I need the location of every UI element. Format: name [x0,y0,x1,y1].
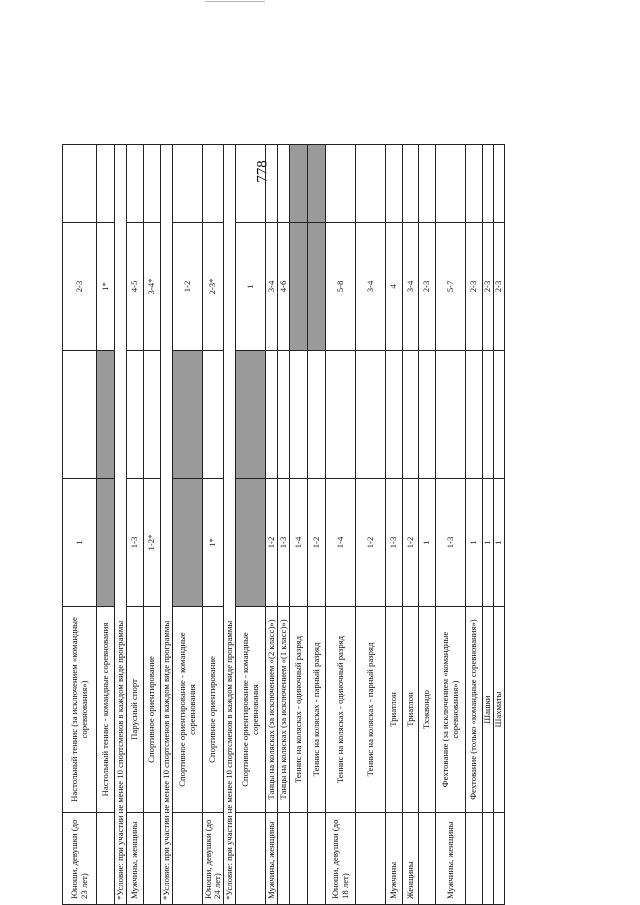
place-col-1-cell: 1 [494,479,505,607]
table-row [290,145,308,905]
age-group-cell: Мужчины, женщины [436,813,466,905]
place-col-3-cell: 3-4 [403,223,419,351]
place-col-3-cell [308,223,326,351]
table-row [173,145,203,905]
place-col-3-cell: 2-3* [203,223,224,351]
age-group-cell: Юноши, девушки (до 24 лет) [203,813,224,905]
discipline-cell: Танцы на колясках (за исключением «(1 класс)») [278,607,290,813]
age-group-cell [483,813,494,905]
place-col-4-cell [144,145,161,223]
place-col-2-cell [386,351,403,479]
place-col-1-cell: 1 [466,479,483,607]
place-col-4-cell [63,145,97,223]
place-col-2-cell [144,351,161,479]
place-col-3-cell: 3-4* [144,223,161,351]
age-group-cell [236,813,266,905]
place-col-4-cell [483,145,494,223]
place-col-1-cell: 1-2 [403,479,419,607]
place-col-1-cell: 1 [63,479,97,607]
place-col-4-cell [466,145,483,223]
age-group-cell [419,813,436,905]
place-col-3-cell: 1* [97,223,115,351]
condition-note: *Условие: при участии не менее 10 спортсменов в каждом виде программы [224,145,236,905]
place-col-1-cell [236,479,266,607]
place-col-2-cell [466,351,483,479]
place-col-3-cell: 1-2 [173,223,203,351]
place-col-4-cell [356,145,386,223]
place-col-1-cell: 1 [419,479,436,607]
place-col-1-cell: 1-2 [266,479,278,607]
place-col-1-cell: 1-3 [386,479,403,607]
note-row [161,145,173,905]
place-col-1-cell: 1-3 [436,479,466,607]
age-group-cell [144,813,161,905]
table-row [403,145,419,905]
table-row [127,145,144,905]
table-row [436,145,466,905]
place-col-4-cell [403,145,419,223]
place-col-1-cell: 1* [203,479,224,607]
place-col-4-cell [419,145,436,223]
place-col-3-cell: 5-8 [326,223,356,351]
place-col-3-cell: 4-6 [278,223,290,351]
table-row [356,145,386,905]
place-col-4-cell [203,145,224,223]
discipline-cell: Спортивное ориентирование [203,607,224,813]
table-row [63,145,97,905]
discipline-cell: Шахматы [494,607,505,813]
place-col-4-cell [308,145,326,223]
age-group-cell: Юноши, девушки (до 23 лет) [63,813,97,905]
place-col-3-cell: 4 [386,223,403,351]
discipline-cell: Тхэквондо [419,607,436,813]
discipline-cell: Фехтование (только «командные соревнования») [466,607,483,813]
place-col-1-cell: 1-4 [290,479,308,607]
discipline-cell: Теннис на колясках - одиночный разряд [290,607,308,813]
place-col-3-cell: 3-4 [356,223,386,351]
age-group-cell [173,813,203,905]
rotated-table-wrapper [62,145,504,905]
table-row [266,145,278,905]
age-group-cell [278,813,290,905]
place-col-2-cell [97,351,115,479]
place-col-4-cell [494,145,505,223]
table-row [236,145,266,905]
discipline-cell: Теннис на колясках - парный разряд [356,607,386,813]
age-group-cell: Женщины [403,813,419,905]
place-col-1-cell: 1-2 [356,479,386,607]
place-col-3-cell: 5-7 [436,223,466,351]
place-col-3-cell: 2-3 [466,223,483,351]
place-col-1-cell [97,479,115,607]
condition-note: *Условие: при участии не менее 10 спортсменов в каждом виде программы [115,145,127,905]
place-col-4-cell [386,145,403,223]
page-number: 778 [254,160,271,183]
discipline-cell: Парусный спорт [127,607,144,813]
age-group-cell: Юноши, девушки (до 18 лет) [326,813,356,905]
place-col-1-cell: 1-3 [127,479,144,607]
place-col-1-cell: 1 [483,479,494,607]
table-row [466,145,483,905]
table-row [144,145,161,905]
table-row [278,145,290,905]
discipline-cell: Настольный теннис (за исключением «командные соревнования») [63,607,97,813]
place-col-1-cell: 1-4 [326,479,356,607]
place-col-2-cell [326,351,356,479]
place-col-2-cell [483,351,494,479]
place-col-2-cell [494,351,505,479]
table-row [483,145,494,905]
place-col-4-cell [127,145,144,223]
table-row [386,145,403,905]
place-col-3-cell: 3-4 [266,223,278,351]
place-col-4-cell [326,145,356,223]
place-col-2-cell [203,351,224,479]
place-col-2-cell [436,351,466,479]
table-row [97,145,115,905]
table-body [63,145,505,905]
age-group-cell [290,813,308,905]
place-col-4-cell [436,145,466,223]
place-col-2-cell [266,351,278,479]
discipline-cell: Спортивное ориентирование - командные соревнования [173,607,203,813]
place-col-4-cell [278,145,290,223]
table-row [203,145,224,905]
place-col-4-cell [266,145,278,223]
place-col-3-cell: 1 [236,223,266,351]
age-group-cell: Мужчины, женщины [127,813,144,905]
place-col-2-cell [290,351,308,479]
place-col-2-cell [236,351,266,479]
table-row [326,145,356,905]
table-stage [62,145,504,905]
discipline-cell: Теннис на колясках - парный разряд [308,607,326,813]
discipline-cell: Настольный теннис - командные соревнования [97,607,115,813]
age-group-cell: Мужчины, женщины [266,813,278,905]
place-col-2-cell [278,351,290,479]
place-col-1-cell: 1-2* [144,479,161,607]
age-group-cell [466,813,483,905]
discipline-cell: Шашки [483,607,494,813]
place-col-2-cell [308,351,326,479]
age-group-cell [356,813,386,905]
place-col-4-cell [236,145,266,223]
place-col-2-cell [127,351,144,479]
place-col-1-cell [173,479,203,607]
table-row [419,145,436,905]
discipline-cell: Спортивное ориентирование - командные соревнования [236,607,266,813]
age-group-cell: Мужчины [386,813,403,905]
place-col-3-cell: 2-3 [63,223,97,351]
note-row [224,145,236,905]
place-col-3-cell: 2-3 [419,223,436,351]
table-row [494,145,505,905]
age-group-cell [494,813,505,905]
place-col-4-cell [173,145,203,223]
place-col-3-cell: 2-3 [494,223,505,351]
place-col-2-cell [356,351,386,479]
note-row [115,145,127,905]
place-col-4-cell [97,145,115,223]
discipline-cell: Фехтование (за исключением «командные соревнования») [436,607,466,813]
place-col-2-cell [403,351,419,479]
place-col-2-cell [63,351,97,479]
place-col-4-cell [290,145,308,223]
discipline-cell: Спортивное ориентирование [144,607,161,813]
qualification-table [62,144,505,905]
condition-note: *Условие: при участии не менее 10 спортсменов в каждом виде программы [161,145,173,905]
place-col-2-cell [419,351,436,479]
discipline-cell: Теннис на колясках - одиночный разряд [326,607,356,813]
place-col-3-cell: 2-3 [483,223,494,351]
discipline-cell: Танцы на колясках (за исключением «(2 класс)») [266,607,278,813]
table-row [308,145,326,905]
place-col-3-cell [290,223,308,351]
age-group-cell [97,813,115,905]
place-col-3-cell: 4-5 [127,223,144,351]
discipline-cell: Триатлон [403,607,419,813]
discipline-cell: Триатлон [386,607,403,813]
place-col-2-cell [173,351,203,479]
age-group-cell [308,813,326,905]
place-col-1-cell: 1-2 [308,479,326,607]
place-col-1-cell: 1-3 [278,479,290,607]
